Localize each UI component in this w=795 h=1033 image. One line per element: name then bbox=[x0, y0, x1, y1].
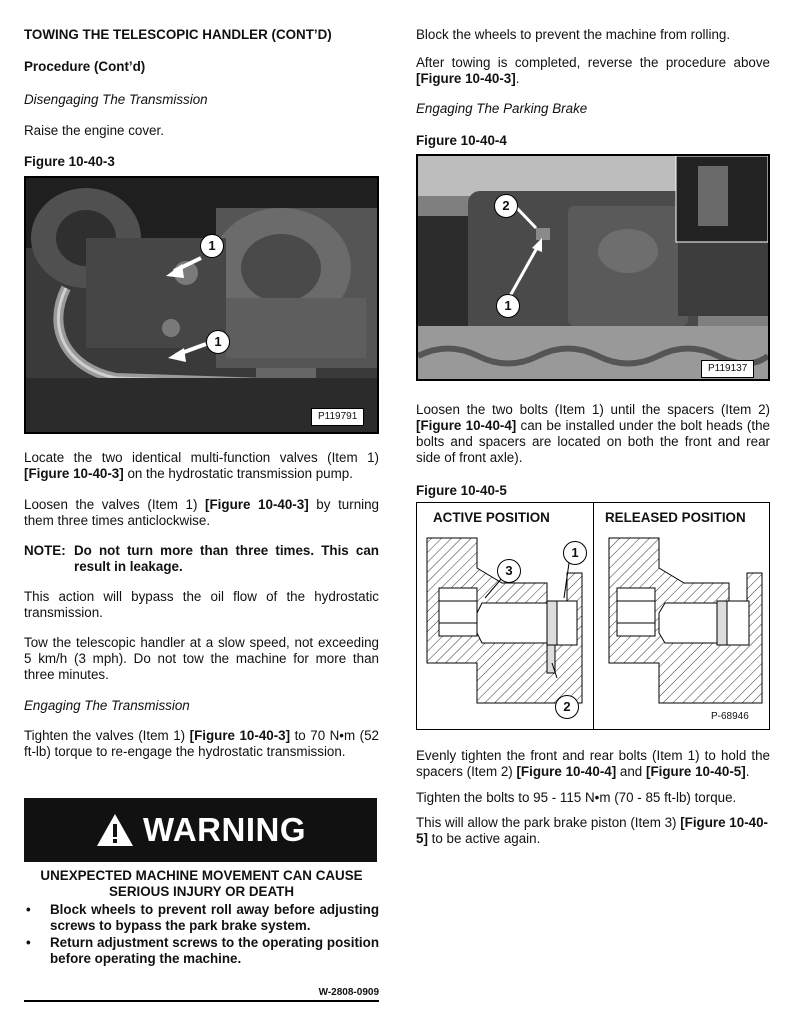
note bbox=[24, 543, 379, 575]
figure-10-40-3-label: Figure 10-40-3 bbox=[24, 154, 115, 169]
bypass-text: This action will bypass the oil flow of the hydrostatic transmission. bbox=[24, 589, 379, 620]
disengaging-heading: Disengaging The Transmission bbox=[24, 92, 208, 107]
evenly-tighten-text: Evenly tighten the front and rear bolts (Item 1) to hold the spacers (Item 2) [Figure 10-40-4] and [Figure 10-40-5]. bbox=[416, 748, 770, 779]
loosen-valves-text: Loosen the valves (Item 1) [Figure 10-40-3] by turning them three times anticlockwise. bbox=[24, 497, 380, 528]
figure-10-40-5-label: Figure 10-40-5 bbox=[416, 483, 507, 498]
raise-text: Raise the engine cover. bbox=[24, 123, 164, 138]
warning-bullets bbox=[24, 902, 379, 967]
note-text: Do not turn more than three times. This can result in leakage. bbox=[74, 543, 379, 574]
warning-code: W-2808-0909 bbox=[318, 987, 379, 998]
figure-10-40-4-label: Figure 10-40-4 bbox=[416, 133, 507, 148]
tighten-valves-text: Tighten the valves (Item 1) [Figure 10-40-3] to 70 N•m (52 ft-lb) torque to re-engage the hydrostatic transmission. bbox=[24, 728, 379, 759]
callout-1: 1 bbox=[563, 541, 587, 565]
figure-id: P119137 bbox=[701, 360, 754, 378]
warning-title: WARNING bbox=[143, 811, 306, 848]
figure-id: P-68946 bbox=[705, 709, 755, 725]
procedure-heading: Procedure (Cont’d) bbox=[24, 59, 146, 74]
callout-3: 3 bbox=[497, 559, 521, 583]
figure-10-40-4-photo bbox=[416, 154, 770, 381]
allow-piston-text: This will allow the park brake piston (Item 3) [Figure 10-40-5] to be active again. bbox=[416, 815, 769, 846]
tow-text: Tow the telescopic handler at a slow speed, not exceeding 5 km/h (3 mph). Do not tow the machine for more than three minutes. bbox=[24, 635, 379, 682]
transmission-pump-photo bbox=[26, 178, 377, 432]
section-title: TOWING THE TELESCOPIC HANDLER (CONT’D) bbox=[24, 27, 332, 42]
warning-rule bbox=[24, 1000, 379, 1002]
warning-triangle-icon bbox=[95, 812, 135, 848]
torque-text: Tighten the bolts to 95 - 115 N•m (70 - 85 ft-lb) torque. bbox=[416, 790, 737, 805]
callout-2: 2 bbox=[555, 695, 579, 719]
brake-cross-section bbox=[417, 503, 768, 728]
active-position-label: ACTIVE POSITION bbox=[433, 510, 550, 525]
figure-10-40-5-diagram bbox=[416, 502, 770, 730]
loosen-bolts-text: Loosen the two bolts (Item 1) until the spacers (Item 2) [Figure 10-40-4] can be installed under the bolt heads (the bolts and spacers are located on both the front and rear side of front axle). bbox=[416, 402, 771, 465]
locate-valves-text: Locate the two identical multi-function valves (Item 1) [Figure 10-40-3] on the hydrostatic transmission pump. bbox=[24, 450, 379, 481]
block-wheels-text: Block the wheels to prevent the machine from rolling. bbox=[416, 27, 731, 42]
warning-bullet: • Return adjustment screws to the operating position before operating the machine. bbox=[24, 935, 379, 967]
engaging-brake-heading: Engaging The Parking Brake bbox=[416, 101, 588, 116]
note-label: NOTE: bbox=[24, 543, 66, 558]
warning-banner bbox=[24, 798, 377, 862]
callout-1: 1 bbox=[496, 294, 520, 318]
callout-1-upper: 1 bbox=[200, 234, 224, 258]
callout-1-lower: 1 bbox=[206, 330, 230, 354]
figure-10-40-3-photo bbox=[24, 176, 379, 434]
figure-id: P119791 bbox=[311, 408, 364, 426]
engaging-transmission-heading: Engaging The Transmission bbox=[24, 698, 190, 713]
released-position-label: RELEASED POSITION bbox=[605, 510, 746, 525]
callout-2: 2 bbox=[494, 194, 518, 218]
warning-subtitle: UNEXPECTED MACHINE MOVEMENT CAN CAUSE SERIOUS INJURY OR DEATH bbox=[40, 868, 363, 899]
after-towing-text: After towing is completed, reverse the procedure above [Figure 10-40-3]. bbox=[416, 55, 770, 86]
warning-bullet: • Block wheels to prevent roll away before adjusting screws to bypass the park brake system. bbox=[24, 902, 379, 934]
axle-brake-photo bbox=[418, 156, 768, 379]
